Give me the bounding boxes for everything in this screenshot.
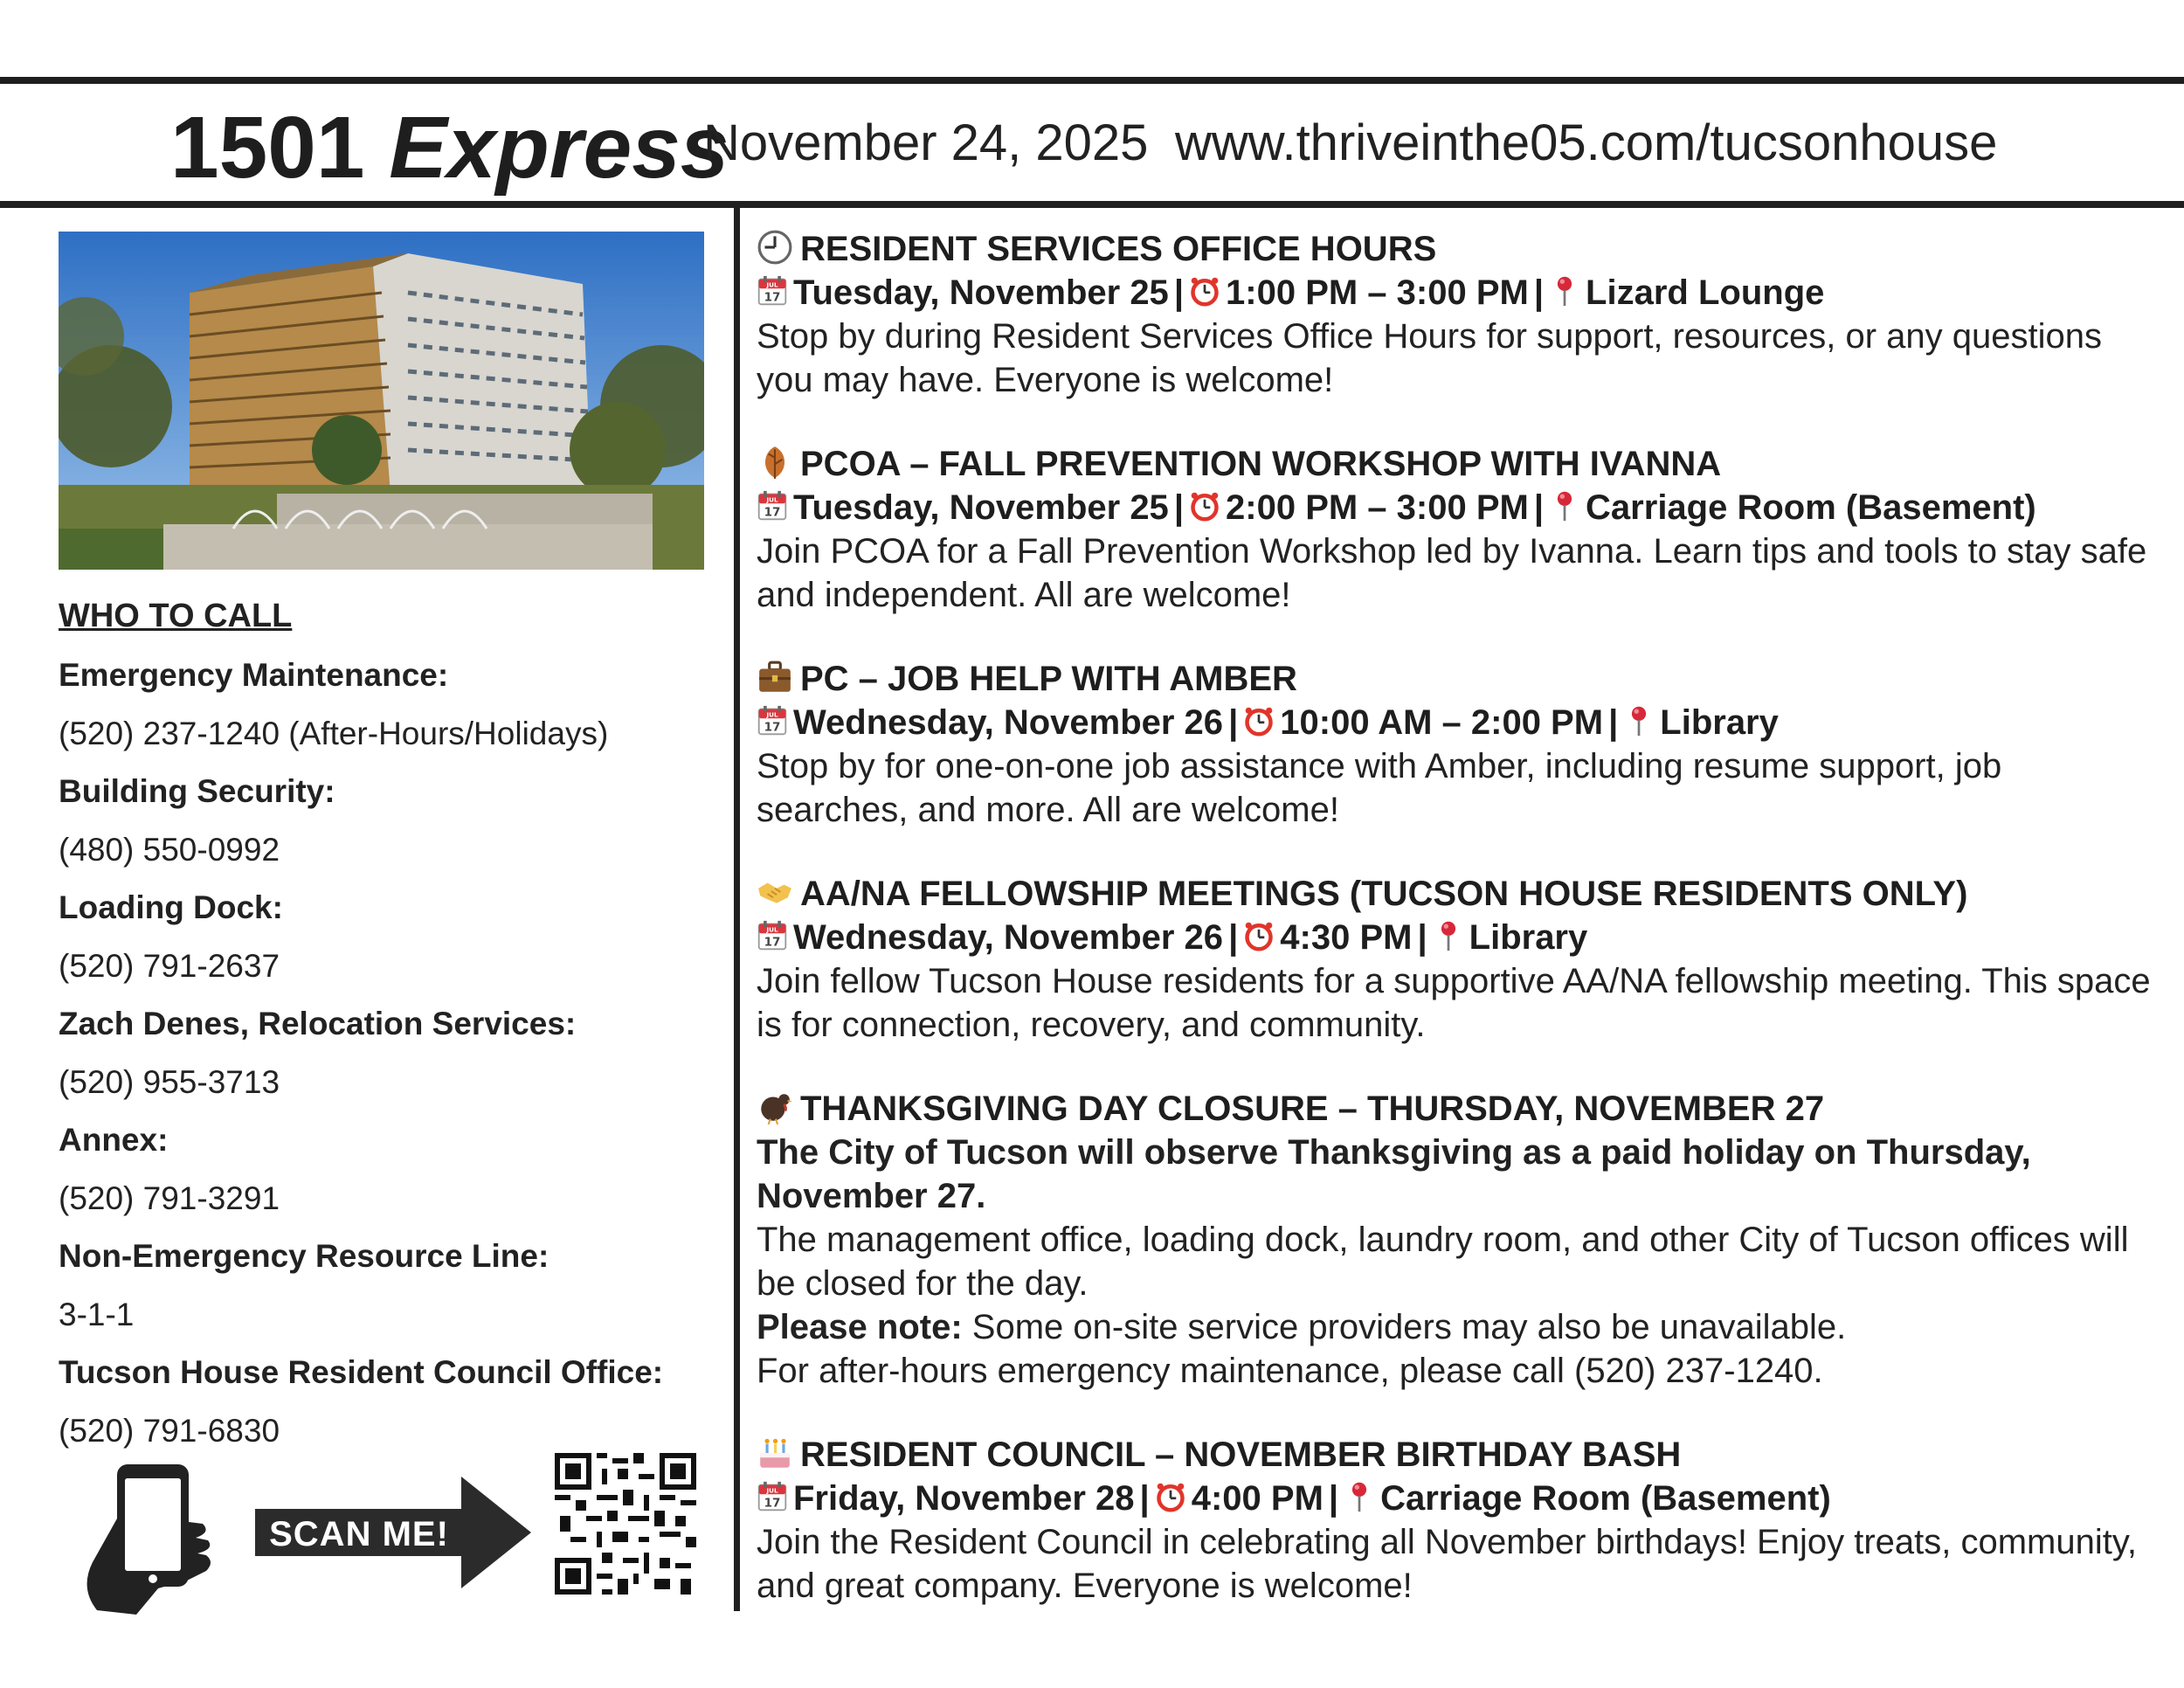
meta-separator: | <box>1608 703 1619 742</box>
event-time: 10:00 AM – 2:00 PM <box>1280 703 1604 742</box>
who-to-call-heading: WHO TO CALL <box>59 598 293 634</box>
issue-date: November 24, 2025 <box>703 114 1149 171</box>
contact-label: Non-Emergency Resource Line: <box>59 1238 549 1274</box>
event-title: RESIDENT SERVICES OFFICE HOURS <box>800 230 1437 268</box>
events-column <box>757 227 2154 1648</box>
thanksgiving-closure-notice <box>757 1087 2154 1393</box>
event-title: PC – JOB HELP WITH AMBER <box>800 660 1297 698</box>
event-day: Tuesday, November 25 <box>793 273 1169 312</box>
qr-code[interactable] <box>555 1453 696 1595</box>
turkey-icon <box>757 1089 793 1125</box>
contact-phone[interactable]: (520) 791-3291 <box>59 1180 280 1216</box>
clock-icon <box>757 229 793 266</box>
contact-phone[interactable]: (520) 791-2637 <box>59 947 280 984</box>
calendar-icon <box>757 489 788 522</box>
event-location: Carriage Room (Basement) <box>1380 1479 1831 1518</box>
map-pin-icon <box>1433 919 1464 952</box>
event-location: Library <box>1660 703 1779 742</box>
event-description: Stop by for one-on-one job assistance with Amber, including resume support, job searches, and more. All are welcome! <box>757 747 2002 829</box>
tucson-house-photo <box>59 232 704 570</box>
briefcase-icon <box>757 659 793 695</box>
calendar-icon <box>757 274 788 308</box>
website-url[interactable]: www.thriveinthe05.com/tucsonhouse <box>1175 114 1998 171</box>
event-description: Join fellow Tucson House residents for a supportive AA/NA fellowship meeting. This space is for connection, recovery, and community. <box>757 962 2151 1044</box>
calendar-icon <box>757 1480 788 1513</box>
event-location: Lizard Lounge <box>1586 273 1825 312</box>
event-fall-prevention <box>757 442 2154 617</box>
masthead-bottom-rule <box>0 201 2184 208</box>
contact-label: Tucson House Resident Council Office: <box>59 1354 664 1390</box>
calendar-icon <box>757 919 788 952</box>
event-day: Wednesday, November 26 <box>793 703 1224 742</box>
contact-label: Building Security: <box>59 773 335 809</box>
map-pin-icon <box>1344 1480 1375 1513</box>
map-pin-icon <box>1549 274 1580 308</box>
event-time: 4:00 PM <box>1191 1479 1324 1518</box>
meta-separator: | <box>1173 273 1185 312</box>
meta-separator: | <box>1533 488 1545 527</box>
event-title: AA/NA FELLOWSHIP MEETINGS (TUCSON HOUSE RESIDENTS ONLY) <box>800 875 1968 913</box>
contact-phone[interactable]: (520) 791-6830 <box>59 1412 280 1449</box>
title-word: Express <box>389 99 729 197</box>
closure-title: THANKSGIVING DAY CLOSURE – THURSDAY, NOVEMBER 27 <box>800 1090 1825 1128</box>
contact-label: Emergency Maintenance: <box>59 657 449 693</box>
event-location: Carriage Room (Basement) <box>1586 488 2036 527</box>
fallen-leaf-icon <box>757 444 793 481</box>
meta-separator: | <box>1228 703 1239 742</box>
meta-separator: | <box>1139 1479 1150 1518</box>
closure-note-text: Some on-site service providers may also be unavailable. <box>962 1308 1847 1346</box>
masthead <box>0 91 2184 199</box>
column-divider <box>734 208 740 1611</box>
phone-in-hand-icon <box>75 1457 224 1615</box>
event-day: Tuesday, November 25 <box>793 488 1169 527</box>
contact-label: Annex: <box>59 1122 169 1158</box>
event-description: Join the Resident Council in celebrating all November birthdays! Enjoy treats, community, and great company. Everyone is welcome! <box>757 1523 2137 1605</box>
event-birthday-bash <box>757 1433 2154 1608</box>
alarm-clock-icon <box>1189 489 1220 522</box>
title-number: 1501 <box>170 99 365 197</box>
contact-phone[interactable]: (520) 955-3713 <box>59 1063 280 1100</box>
closure-after-hours: For after-hours emergency maintenance, please call (520) 237-1240. <box>757 1352 1823 1390</box>
event-location: Library <box>1469 918 1588 957</box>
closure-body: The management office, loading dock, laundry room, and other City of Tucson offices will be closed for the day. <box>757 1221 2129 1303</box>
closure-note-label: Please note: <box>757 1308 963 1346</box>
who-to-call-section <box>59 585 722 1460</box>
event-day: Wednesday, November 26 <box>793 918 1224 957</box>
event-description: Stop by during Resident Services Office Hours for support, resources, or any questions you may have. Everyone is welcome! <box>757 317 2103 399</box>
contact-label: Zach Denes, Relocation Services: <box>59 1006 577 1041</box>
scan-me-label: SCAN ME! <box>269 1515 449 1553</box>
map-pin-icon <box>1623 704 1655 737</box>
event-title: RESIDENT COUNCIL – NOVEMBER BIRTHDAY BASH <box>800 1435 1682 1474</box>
event-office-hours <box>757 227 2154 402</box>
event-day: Friday, November 28 <box>793 1479 1135 1518</box>
contact-label: Loading Dock: <box>59 889 283 925</box>
meta-separator: | <box>1228 918 1239 957</box>
contact-phone[interactable]: (480) 550-0992 <box>59 831 280 868</box>
event-time: 1:00 PM – 3:00 PM <box>1226 273 1529 312</box>
birthday-cake-icon <box>757 1435 793 1471</box>
alarm-clock-icon <box>1243 919 1275 952</box>
closure-lead: The City of Tucson will observe Thanksgiving as a paid holiday on Thursday, November 27. <box>757 1133 2031 1215</box>
event-job-help <box>757 657 2154 832</box>
event-time: 2:00 PM – 3:00 PM <box>1226 488 1529 527</box>
calendar-icon <box>757 704 788 737</box>
event-aa-na-meetings <box>757 872 2154 1047</box>
contact-phone[interactable]: (520) 237-1240 (After-Hours/Holidays) <box>59 715 609 751</box>
meta-separator: | <box>1417 918 1427 957</box>
alarm-clock-icon <box>1189 274 1220 308</box>
alarm-clock-icon <box>1155 1480 1186 1513</box>
map-pin-icon <box>1549 489 1580 522</box>
event-title: PCOA – FALL PREVENTION WORKSHOP WITH IVANNA <box>800 445 1722 483</box>
alarm-clock-icon <box>1243 704 1275 737</box>
top-rule <box>0 77 2184 84</box>
meta-separator: | <box>1533 273 1545 312</box>
meta-separator: | <box>1328 1479 1339 1518</box>
handshake-icon <box>757 874 793 910</box>
event-time: 4:30 PM <box>1280 918 1413 957</box>
event-description: Join PCOA for a Fall Prevention Workshop led by Ivanna. Learn tips and tools to stay safe and independent. All are welcome! <box>757 532 2147 614</box>
newsletter-title <box>170 95 729 200</box>
contact-phone[interactable]: 3-1-1 <box>59 1296 135 1332</box>
meta-separator: | <box>1173 488 1185 527</box>
